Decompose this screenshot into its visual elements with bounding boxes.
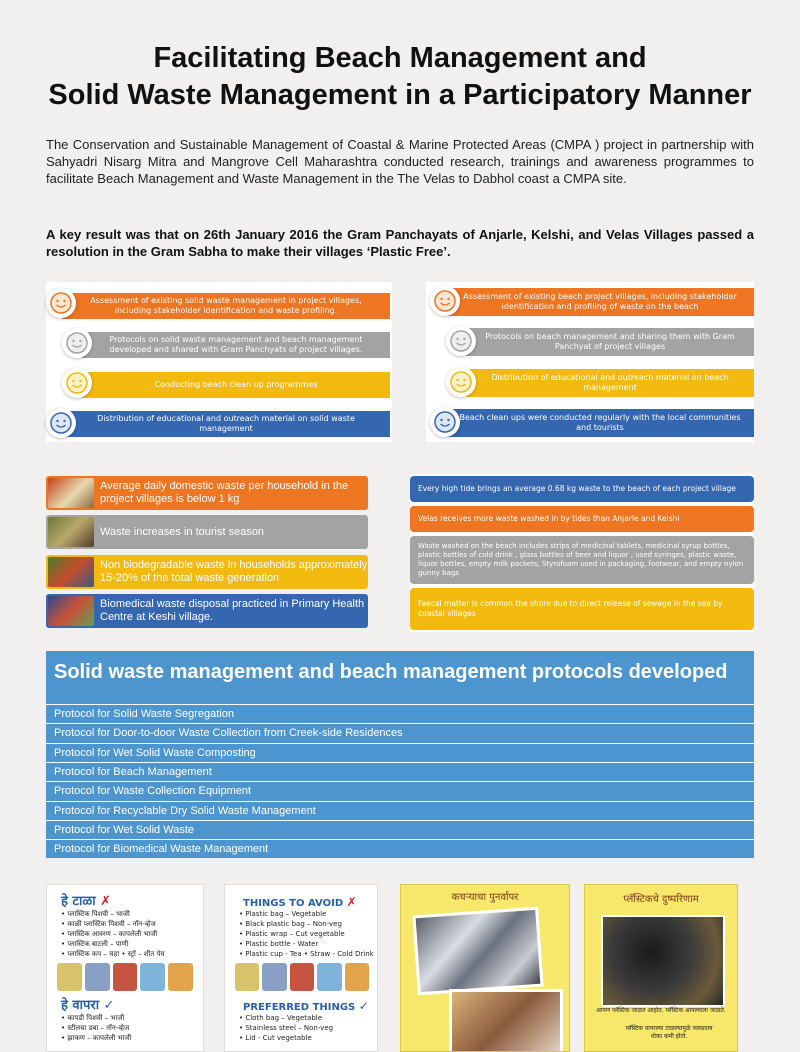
cross-icon: ✗ [346,895,357,909]
right-fact-2: Velas receives more waste washed in by tides than Anjarle and Kelshi [410,506,754,532]
poster-1-avoid-list: • प्लास्टिक पिशवी – भाजी • काळी प्लास्टिक पिशवी – नॉन-व्हेज • प्लास्टिक आवरण – कापलेली भाजी • प्लास्टिक बाटली – पाणी • प्लास्टिक कप – चहा • स्ट्रॉ – शीत पेय [61,910,165,958]
left-fact-2 [46,515,368,549]
right-step-2: Protocols on beach management and sharing them with Gram Panchyat of project villages [466,328,754,356]
poster-plastic-effects [584,884,738,1052]
poster-2-product-images [235,963,369,991]
poster-marathi-avoid-use [46,884,204,1052]
poster-2-avoid-list: • Plastic bag – Vegetable • Black plastic bag – Non-veg • Plastic wrap – Cut vegetable • Plastic bottle - Water • Plastic cup - Tea • Straw - Cold Drink [239,910,374,958]
poster-4-title: प्लॅस्टिकचे दुष्परिणाम [623,894,699,905]
protocol-item: Protocol for Waste Collection Equipment [46,781,754,799]
poster-3-photo-people [449,989,563,1052]
poster-3-photo-newspapers [412,907,543,996]
check-icon: ✓ [358,999,369,1013]
protocol-item: Protocol for Solid Waste Segregation [46,704,754,722]
poster-4-footer: प्लॅस्टिक वापरल्या टाळल्यामुळे जलप्रदाय धोका कमी होतो. [625,1025,713,1040]
smiley-icon [446,326,476,356]
poster-2-avoid-heading: THINGS TO AVOID ✗ [243,895,357,909]
poster-2-preferred-heading: PREFERRED THINGS ✓ [243,999,369,1013]
left-fact-1 [46,476,368,510]
left-step-3: Conducting beach clean up programmes [82,372,390,398]
protocol-item: Protocol for Biomedical Waste Management [46,839,754,857]
right-fact-3: Waste washed on the beach includes strips of medicinal tablets, medicinal syrup bottles, plastic bottles of cold drink , glass bottles of beer and liquor , used syringes, plastic waste, liquor bottles, empty milk packets, Styrofoam used in packaging, footwear, and empty nylon gunny bags [410,536,754,584]
right-step-1: Assessment of existing beach project villages, including stakeholder identification and profiling of waste on the beach [446,288,754,316]
protocols-heading: Solid waste management and beach management protocols developed [54,661,728,683]
left-facts-panel [46,474,368,632]
left-fact-3-text: Non biodegradable waste in households approximately 15-20% of the total waste generation [100,559,368,584]
photo-thumbnail [48,596,94,626]
poster-1-use-heading: हे वापरा ✓ [61,998,115,1013]
smiley-icon [446,367,476,397]
left-fact-3 [46,555,368,589]
protocol-item: Protocol for Wet Solid Waste Composting [46,743,754,761]
left-step-4: Distribution of educational and outreach material on solid waste management [62,411,390,437]
poster-4-caption: आपण प्लॅस्टिक जाळत आहोत. प्लॅस्टिक आपल्याला जाळते. [596,1007,726,1014]
photo-thumbnail [48,517,94,547]
protocols-box [46,651,754,858]
protocol-item: Protocol for Beach Management [46,762,754,780]
smiley-icon [46,408,76,438]
poster-3-title: कचऱ्याचा पुनर्वापर [451,892,519,903]
title-line-1: Facilitating Beach Management and [153,42,647,74]
left-step-2: Protocols on solid waste management and beach management developed and shared with Gram Panchyats of project villages. [82,332,390,358]
poster-1-use-list: • कापडी पिशवी – भाजी • स्टीलचा डबा – नॉन-व्हेज • झाकण – कापलेली भाजी [61,1014,132,1042]
cross-icon: ✗ [100,894,112,909]
left-steps-panel [46,282,392,442]
smiley-icon [46,288,76,318]
protocol-item: Protocol for Recyclable Dry Solid Waste Management [46,801,754,819]
check-icon: ✓ [103,998,115,1013]
photo-thumbnail [48,557,94,587]
poster-2-preferred-list: • Cloth bag – Vegetable • Stainless steel – Non-veg • Lid - Cut vegetable [239,1014,334,1042]
poster-english-avoid-preferred [224,884,378,1052]
left-fact-4-text: Biomedical waste disposal practiced in Primary Health Centre at Keshi village. [100,598,365,623]
smiley-icon [430,407,460,437]
right-fact-1: Every high tide brings an average 0.68 kg waste to the beach of each project village [410,476,754,502]
smiley-icon [62,368,92,398]
right-fact-4: Faecal matter is common the shore due to direct release of sewage in the sea by coastal villages [410,588,754,630]
key-result-paragraph: A key result was that on 26th January 2016 the Gram Panchayats of Anjarle, Kelshi, and Velas Villages passed a resolution in the Gram Sabha to make their villages ‘Plastic Free’. [46,227,754,259]
smiley-icon [62,328,92,358]
right-step-3: Distribution of educational and outreach material on beach management [466,369,754,397]
right-steps-panel [426,282,754,442]
left-step-1: Assessment of existing solid waste management in project villages, including stakeholder identification and waste profiling. [62,293,390,319]
poster-4-photo-burning [601,915,725,1007]
photo-thumbnail [48,478,94,508]
title-line-2: Solid Waste Management in a Participatory Manner [48,79,752,111]
page-title [0,40,800,114]
left-fact-2-text: Waste increases in tourist season [100,525,265,538]
poster-recycling [400,884,570,1052]
intro-paragraph: The Conservation and Sustainable Management of Coastal & Marine Protected Areas (CMPA ) project in partnership with Sahyadri Nisarg Mitra and Mangrove Cell Maharashtra conducted research, trainings and awareness programmes to facilitate Beach Management and Waste Management in the The Velas to Dabhol coast a CMPA site. [46,137,754,186]
left-fact-1-text: Average daily domestic waste per household in the project villages is below 1 kg [100,480,349,505]
protocol-item: Protocol for Wet Solid Waste [46,820,754,838]
smiley-icon [430,286,460,316]
protocol-item: Protocol for Door-to-door Waste Collection from Creek-side Residences [46,723,754,741]
poster-1-avoid-heading: हे टाळा ✗ [61,894,112,909]
left-fact-4 [46,594,368,628]
right-step-4: Beach clean ups were conducted regularly with the local communities and tourists [446,409,754,437]
poster-1-product-images [57,963,193,991]
right-facts-panel [410,474,754,632]
